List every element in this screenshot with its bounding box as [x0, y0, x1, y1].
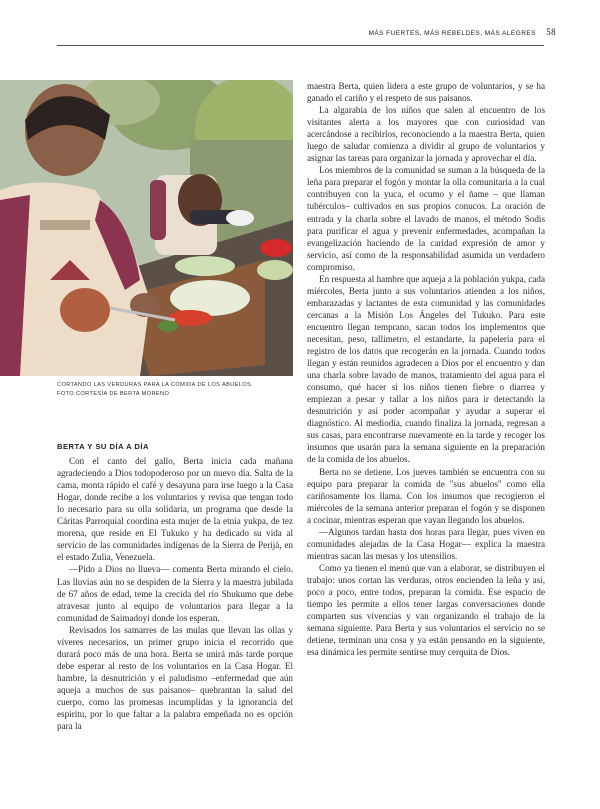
left-column	[57, 441, 293, 732]
photo-illustration	[0, 80, 293, 376]
paragraph: Los miembros de la comunidad se suman a la búsqueda de la leña para preparar el fogón y montar la olla comunitaria a la cual contribuyen con la yuca, el ocumo y el ñame – que llaman tubérculos– cultivados en sus propios conucos. La oración de entrada y la charla sobre el lavado de manos, el método Sodis para purificar el agua y prevenir enfermedades, acompañan la evangelización haciendo de la caridad expresión de amor y servicio, así como de la responsabilidad asumida un verdadero compromiso.	[307, 165, 545, 272]
page-number: 58	[546, 27, 556, 37]
photo-caption	[57, 381, 289, 399]
paragraph: —Algunos tardan hasta dos horas para llegar, pues viven en comunidades alejadas de la Casa Hogar— explica la maestra mientras sacan las mesas y los utensilios.	[307, 526, 545, 561]
paragraph: La algarabía de los niños que salen al encuentro de los visitantes alerta a los mayores que con curiosidad van acercándose a recibirlos, reconociendo a la maestra Berta, quien luego de saludar comienza a dividir al grupo de voluntarios y asignar las tareas para organizar la jornada y aprovechar el día.	[307, 105, 545, 164]
right-column	[307, 80, 545, 658]
running-header-title: MÁS FUERTES, MÁS REBELDES, MÁS ALEGRES	[368, 30, 536, 37]
paragraph: maestra Berta, quien lidera a este grupo de voluntarios, y se ha ganado el cariño y el respeto de sus paisanos.	[307, 81, 545, 104]
paragraph: Berta no se detiene. Los jueves también se encuentra con su equipo para preparar la comida de "sus abuelos" como ella cariñosamente los llama. Con los insumos que recogieron el miércoles de la semana anterior preparan el fogón y se disponen a cocinar, mientras esperan que vayan llegando los abuelos.	[307, 466, 545, 525]
paragraph: Con el canto del gallo, Berta inicia cada mañana agradeciendo a Dios todopoderoso por un nuevo día. Salta de la cama, monta rápido el café y desayuna para irse luego a la Casa Hogar, donde recibe a los voluntarios y revisa que tengan todo lo necesario para su olla solidaria, un programa que desde la Cáritas Parroquial coordina esta mujer de la etnia yukpa, de tez morena, que reside en El Tukuko y ha dedicado su vida al servicio de las comunidades indígenas de la Sierra de Perijá, en el estado Zulia, Venezuela.	[57, 456, 293, 563]
paragraph: Revisados los samarres de las mulas que llevan las ollas y víveres necesarios, un primer grupo inicia el recorrido que durará poco más de una hora. Berta se unirá más tarde porque debe esperar al resto de los voluntarios en la Casa Hogar. El hambre, la desnutrición y el paludismo –enfermedad que aún aqueja a muchos de sus paisanos– quebrantan la salud del cuerpo, como las promesas incumplidas y la ignorancia del espíritu, por lo que faltar a la palabra empeñada no es opción para la	[57, 624, 293, 732]
photo-women-cutting-vegetables	[0, 80, 293, 376]
section-heading: BERTA Y SU DÍA A DÍA	[57, 442, 149, 451]
paragraph: Como ya tienen el menú que van a elaborar, se distribuyen el trabajo: unos cortan las verduras, otros encienden la leña y así, poco a poco, entre todos, preparan la comida. Ese espacio de tiempo les permite a ellos tener largas conversaciones donde comparten sus vivencias y van organizando el trabajo de la semana siguiente. Para Berta y sus voluntarios el servicio no se detiene, terminan una cosa y ya están pensando en la siguiente, esa dinámica les permite sentirse muy cerquita de Dios.	[307, 562, 545, 658]
paragraph: —Pido a Dios no llueva— comenta Berta mirando el cielo. Las lluvias aún no se despiden de la Sierra y la maestra jubilada de 67 años de edad, teme la crecida del río Shukumo que debe atravesar junto al equipo de voluntarios para llegar a la comunidad de Saimadoyi donde los esperan.	[57, 564, 293, 623]
paragraph: En respuesta al hambre que aqueja a la población yukpa, cada miércoles, Berta junto a sus voluntarios atienden a los niños, embarazadas y lactantes de esta comunidad y las comunidades cercanas a la Misión Los Ángeles del Tukuko. Para este encuentro llegan temprano, sacan todos los implementos que necesitan, peso, tallímetro, el estandarte, la papelería para el registro de los datos que recogerán en la jornada. Cuando todos llegan y están reunidos agradecen a Dios por el encuentro y dan una charla sobre lavado de manos, tratamiento del agua para el consumo, qué hacer si los niños tienen fiebre o diarrea y empiezan a pesar y tallar a los niños para ir detectando la desnutrición y así poder acompañar y ayudar a superar el diagnóstico. Al mediodía, cuando finaliza la jornada, regresan a sus casas, para encontrarse nuevamente en la tarde y recoger los insumos que usarán para la semana siguiente en la preparación de la comida de los abuelos.	[307, 273, 545, 465]
header-rule	[57, 45, 544, 46]
photo-caption-line-1: CORTANDO LAS VERDURAS PARA LA COMIDA DE LOS ABUELOS.	[57, 382, 254, 388]
running-header	[57, 27, 556, 37]
photo-caption-line-2: FOTO CORTESÍA DE BERTA MORENO	[57, 391, 170, 397]
